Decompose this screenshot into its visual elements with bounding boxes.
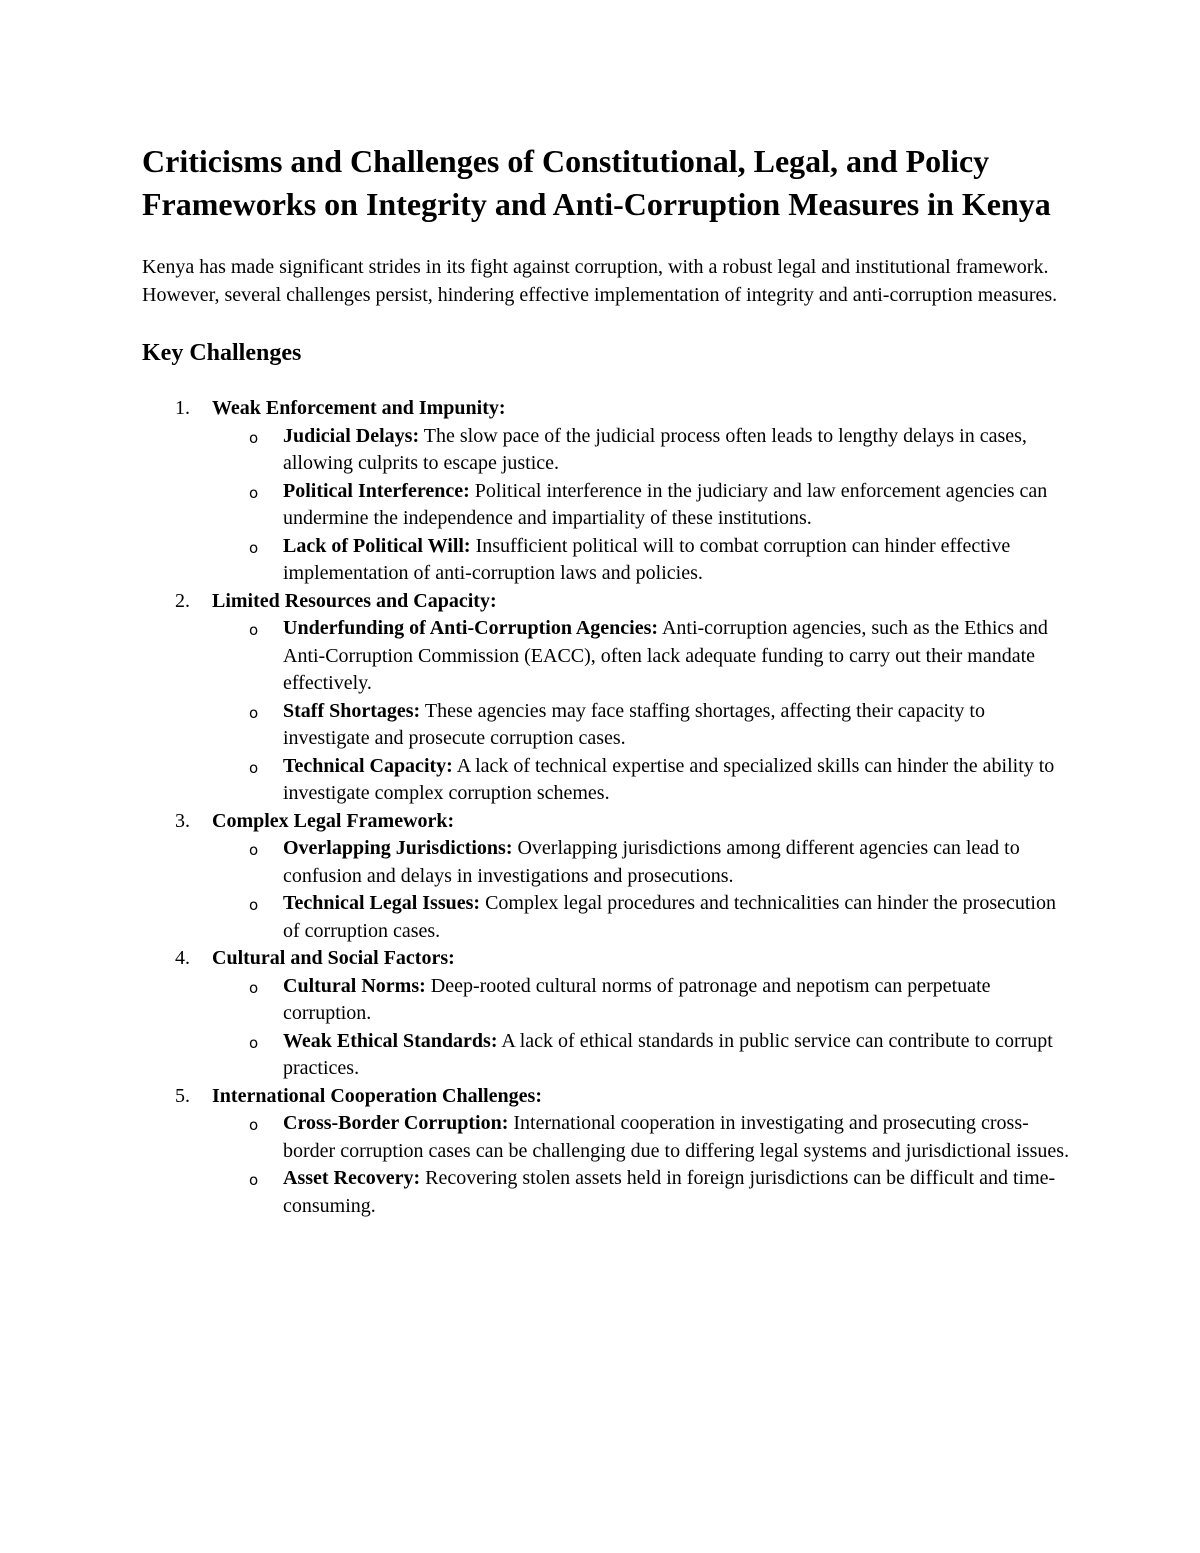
point-text: Insufficient political will to combat corruption can hinder effective implementation of anti-corruption laws and policies.: [283, 534, 1011, 584]
challenge-point: [212, 478, 1072, 533]
challenge-title: Cultural and Social Factors:: [212, 947, 455, 969]
challenge-points: [212, 835, 1072, 945]
challenge-point: [212, 1165, 1072, 1220]
bullet-icon: o: [249, 483, 259, 502]
bullet-icon: o: [249, 1033, 259, 1052]
point-label: Technical Capacity:: [283, 754, 453, 777]
point-label: Political Interference:: [283, 479, 470, 502]
point-text: Overlapping jurisdictions among different agencies can lead to confusion and delays in investigations and prosecutions.: [283, 837, 1020, 887]
challenge-item: [142, 808, 1072, 946]
challenge-point: [212, 615, 1072, 698]
challenge-point: [212, 835, 1072, 890]
challenge-points: [212, 973, 1072, 1083]
point-text: Political interference in the judiciary and law enforcement agencies can undermine the independence and impartiality of these institutions.: [283, 479, 1048, 529]
point-label: Overlapping Jurisdictions:: [283, 837, 513, 859]
challenge-point: [212, 1110, 1072, 1165]
intro-paragraph: Kenya has made significant strides in its fight against corruption, with a robust legal and institutional framework. However, several challenges persist, hindering effective implementation of integrity and anti-corruption measures.: [142, 256, 1058, 306]
point-text: Recovering stolen assets held in foreign jurisdictions can be difficult and time-consuming.: [283, 1167, 1056, 1217]
point-label: Weak Ethical Standards:: [283, 1029, 498, 1052]
challenge-number: 5.: [175, 1084, 190, 1107]
challenge-point: [212, 753, 1072, 808]
point-label: Judicial Delays:: [283, 424, 420, 447]
bullet-icon: o: [249, 621, 259, 639]
challenge-points: [212, 423, 1072, 588]
point-text: A lack of technical expertise and specialized skills can hinder the ability to investigate complex corruption schemes.: [283, 754, 1055, 804]
bullet-icon: o: [249, 758, 259, 777]
bullet-icon: o: [249, 1171, 259, 1189]
challenge-item: [142, 588, 1072, 808]
bullet-icon: o: [249, 428, 259, 447]
challenge-point: [212, 973, 1072, 1028]
challenge-point: [212, 890, 1072, 945]
bullet-icon: o: [249, 841, 259, 859]
point-text: Deep-rooted cultural norms of patronage and nepotism can perpetuate corruption.: [283, 974, 991, 1024]
challenge-number: 2.: [175, 589, 190, 612]
bullet-icon: o: [249, 1116, 259, 1134]
point-label: Underfunding of Anti-Corruption Agencies:: [283, 617, 659, 639]
point-label: Lack of Political Will:: [283, 534, 471, 557]
challenges-list: [142, 395, 1072, 1220]
point-text: International cooperation in investigating and prosecuting cross-border corruption cases can be challenging due to differing legal systems and jurisdictional issues.: [283, 1112, 1070, 1162]
bullet-icon: o: [249, 978, 259, 997]
challenge-number: 1.: [175, 397, 190, 419]
challenge-title: Complex Legal Framework:: [212, 809, 455, 832]
challenge-title: International Cooperation Challenges:: [212, 1084, 542, 1107]
point-label: Staff Shortages:: [283, 699, 421, 722]
challenge-title: Limited Resources and Capacity:: [212, 589, 497, 612]
point-label: Cross-Border Corruption:: [283, 1112, 509, 1134]
document-title: Criticisms and Challenges of Constitutional, Legal, and Policy Frameworks on Integrity and Anti-Corruption Measures in Kenya: [142, 143, 1051, 222]
bullet-icon: o: [249, 896, 259, 914]
bullet-icon: o: [249, 703, 259, 722]
challenge-title: Weak Enforcement and Impunity:: [212, 397, 506, 419]
challenge-item: [142, 395, 1072, 588]
point-label: Asset Recovery:: [283, 1167, 421, 1189]
challenge-point: [212, 423, 1072, 478]
point-text: These agencies may face staffing shortages, affecting their capacity to investigate and prosecute corruption cases.: [283, 699, 985, 749]
challenge-item: [142, 945, 1072, 1083]
point-label: Cultural Norms:: [283, 974, 426, 997]
challenge-point: [212, 1028, 1072, 1083]
challenge-number: 4.: [175, 947, 190, 969]
challenge-point: [212, 533, 1072, 588]
challenge-point: [212, 698, 1072, 753]
point-text: Complex legal procedures and technicalities can hinder the prosecution of corruption cases.: [283, 892, 1056, 942]
section-heading: Key Challenges: [142, 340, 302, 366]
point-text: Anti-corruption agencies, such as the Ethics and Anti-Corruption Commission (EACC), often lack adequate funding to carry out their mandate effectively.: [283, 617, 1048, 694]
challenge-number: 3.: [175, 809, 190, 832]
document-page: [142, 140, 1072, 1220]
challenge-points: [212, 1110, 1072, 1220]
point-label: Technical Legal Issues:: [283, 892, 481, 914]
challenge-points: [212, 615, 1072, 808]
challenge-item: [142, 1083, 1072, 1221]
bullet-icon: o: [249, 538, 259, 557]
point-text: The slow pace of the judicial process often leads to lengthy delays in cases, allowing culprits to escape justice.: [283, 424, 1027, 474]
point-text: A lack of ethical standards in public service can contribute to corrupt practices.: [283, 1029, 1053, 1079]
